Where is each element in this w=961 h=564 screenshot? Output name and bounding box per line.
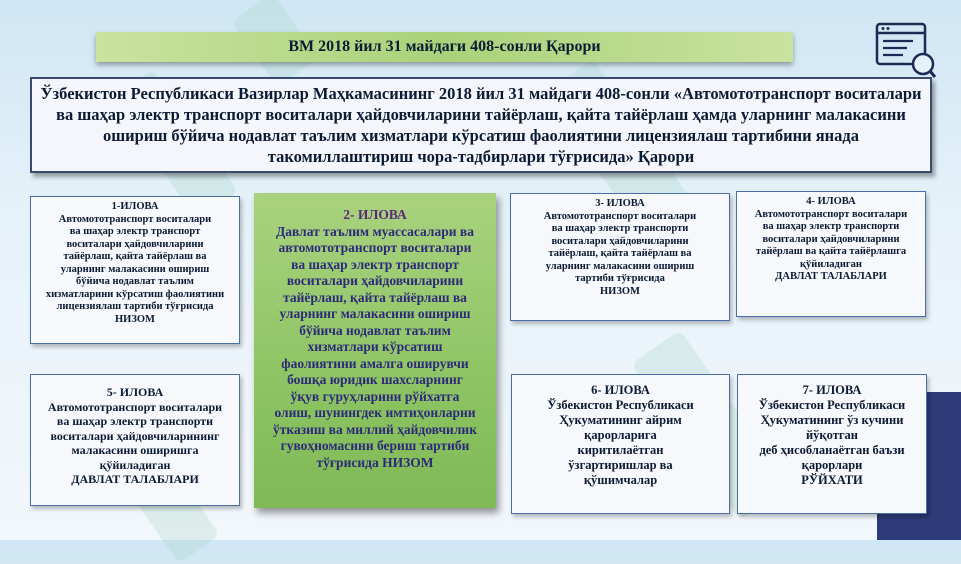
appendix-document-type: ДАВЛАТ ТАЛАБЛАРИ: [775, 271, 887, 282]
resolution-title-box: [30, 77, 932, 173]
appendix-description: Давлат таълим муассасалари ва автомототранспорт воситалари ва шаҳар электр транспорт воситалари ҳайдовчиларини тайёрлаш, қайта тайёрлаш ва уларнинг малакасини ошириш бўйича нодавлат таълим хизматлари кўрсатиш фаолиятини амалга оширувчи бошқа юридик шахсларнинг ўқув гуруҳларини рўйхатга олиш, шунингдек имтиҳонларни ўтказиш ва миллий ҳайдовчилик гувоҳномасини бериш тартиби тўғрисида НИЗОМ: [273, 223, 477, 470]
appendix-card-4: [736, 191, 926, 317]
appendix-heading: 5- ИЛОВА: [106, 385, 164, 399]
appendix-description: Ўзбекистон Республикаси Ҳукуматининг айрим қарорларига киритилаётган ўзгартиришлар ва қўшимчалар: [547, 398, 694, 487]
appendix-heading: 1-ИЛОВА: [111, 201, 159, 212]
appendix-description: Автомототранспорт воситалари ва шаҳар электр транспорт воситалари ҳайдовчиларини тайёрлаш, қайта тайёрлаш ва уларнинг малакасини ошириш бўйича нодавлат таълим хизматларини кўрсатиш фаолиятини лицензиялаш тартиби тўғрисида: [45, 213, 225, 312]
appendix-description: Ўзбекистон Республикаси Ҳукуматининг ўз кучини йўқотган деб ҳисобланаётган баъзи қарорлари: [758, 398, 906, 472]
appendix-card-1: [30, 196, 240, 344]
appendix-card-3: [510, 193, 730, 321]
appendix-description: Автомототранспорт воситалари ва шаҳар электр транспорти воситалари ҳайдовчиларини тайёрлаш ва қайта тайёрлашга қўйиладиган: [754, 208, 908, 270]
appendix-heading: 3- ИЛОВА: [595, 198, 645, 209]
appendix-document-type: НИЗОМ: [115, 313, 155, 325]
appendix-heading: 6- ИЛОВА: [591, 383, 650, 397]
web-browser-icon: [875, 18, 937, 80]
appendix-heading: 7- ИЛОВА: [802, 383, 862, 397]
appendix-heading: 2- ИЛОВА: [343, 207, 407, 222]
appendix-document-type: РЎЙХАТИ: [801, 473, 863, 487]
appendix-description: Автомототранспорт воситалари ва шаҳар электр транспорти воситалари ҳайдовчиларини тайёрлаш, қайта тайёрлаш ва уларнинг малакасини ошириш тартиби тўғрисида: [543, 210, 697, 284]
slide-title: ВМ 2018 йил 31 майдаги 408-сонли Қарори: [96, 32, 793, 62]
appendix-document-type: ДАВЛАТ ТАЛАБЛАРИ: [71, 472, 199, 486]
resolution-title-text: Ўзбекистон Республикаси Вазирлар Маҳкамасининг 2018 йил 31 майдаги 408-сонли «Автомототранспорт воситалари ва шаҳар электр транспорт воситалари ҳайдовчиларини тайёрлаш, қайта тайёрлаш ҳамда уларнинг малакасини ошириш бўйича нодавлат таълим хизматлари кўрсатиш фаолиятини лицензиялаш тартибини янада такомиллаштириш чора-тадбирлари тўғрисида» Қарори: [40, 84, 922, 166]
appendix-card-2-highlighted: [254, 193, 496, 508]
appendix-description: Автомототранспорт воситалари ва шаҳар электр транспорти воситалари ҳайдовчиларининг малакасини оширишга қўйиладиган: [47, 399, 223, 472]
appendix-card-7: [737, 374, 927, 514]
appendix-heading: 4- ИЛОВА: [806, 196, 856, 207]
appendix-card-5: [30, 374, 240, 506]
appendix-document-type: НИЗОМ: [600, 285, 640, 297]
appendix-card-6: [511, 374, 730, 514]
